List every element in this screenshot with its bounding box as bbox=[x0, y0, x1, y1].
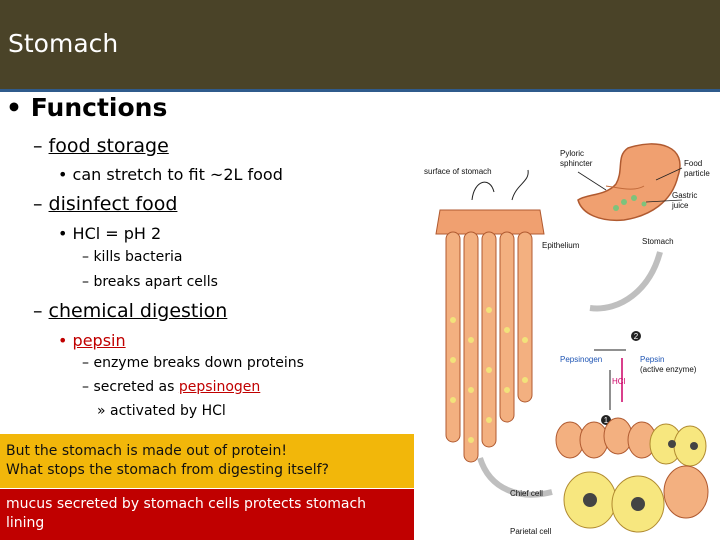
label-pyloric: Pyloric bbox=[560, 149, 585, 158]
breaks-cells-text: breaks apart cells bbox=[93, 274, 218, 290]
heading-text: Functions bbox=[30, 93, 168, 122]
kills-bacteria-item bbox=[82, 249, 182, 265]
dash: – bbox=[82, 249, 89, 265]
bullet: • bbox=[58, 165, 68, 184]
answer-box bbox=[0, 489, 414, 540]
bullet: • bbox=[6, 93, 22, 122]
title-bar bbox=[0, 0, 720, 92]
gland bbox=[518, 232, 532, 402]
food-storage-item bbox=[33, 135, 169, 157]
food-storage-detail-item bbox=[58, 165, 283, 184]
pepsinogen-text: pepsinogen bbox=[178, 379, 261, 395]
hcl-item bbox=[58, 224, 161, 243]
pepsin-item bbox=[58, 331, 126, 350]
label-particle: particle bbox=[684, 169, 710, 178]
cell-cluster bbox=[556, 418, 708, 532]
dash: – bbox=[82, 379, 89, 395]
arrow-bullet: » bbox=[97, 403, 106, 419]
label-chief-cell: Chief cell bbox=[510, 489, 543, 498]
stomach-lining-diagram bbox=[410, 140, 720, 540]
activated-text: activated by HCl bbox=[110, 403, 226, 419]
label-juice: juice bbox=[672, 201, 689, 210]
disinfect-item bbox=[33, 193, 177, 215]
slide-title: Stomach bbox=[8, 29, 119, 58]
secretion-arrow bbox=[512, 170, 528, 200]
food-storage-label: food storage bbox=[48, 135, 169, 157]
enzyme-item bbox=[82, 355, 304, 371]
secretion-arrow bbox=[472, 182, 494, 200]
label-stomach: Stomach bbox=[642, 237, 674, 246]
hcl-detail: HCl = pH 2 bbox=[72, 224, 162, 243]
answer-text: mucus secreted by stomach cells protects stomach lining bbox=[6, 496, 367, 531]
epithelium-surface bbox=[436, 210, 544, 234]
secreted-item bbox=[82, 379, 260, 395]
question-line-2: What stops the stomach from digesting itself? bbox=[6, 462, 329, 478]
gastric-glands bbox=[446, 232, 532, 462]
step1-number: 1 bbox=[603, 416, 609, 425]
label-food: Food bbox=[684, 159, 703, 168]
label-pepsinogen: Pepsinogen bbox=[560, 355, 603, 364]
dash: – bbox=[33, 135, 43, 157]
label-parietal-cell: Parietal cell bbox=[510, 527, 552, 536]
enzyme-text: enzyme breaks down proteins bbox=[93, 355, 304, 371]
question-line-1: But the stomach is made out of protein! bbox=[6, 443, 287, 459]
pepsin-text: pepsin bbox=[72, 331, 126, 350]
kills-bacteria-text: kills bacteria bbox=[93, 249, 183, 265]
label-active-enzyme: (active enzyme) bbox=[640, 365, 697, 374]
label-pepsin: Pepsin bbox=[640, 355, 665, 364]
food-storage-detail: can stretch to fit ~2L food bbox=[72, 165, 283, 184]
gland bbox=[446, 232, 460, 442]
disinfect-label: disinfect food bbox=[48, 193, 178, 215]
label-surface: surface of stomach bbox=[424, 167, 492, 176]
label-sphincter: sphincter bbox=[560, 159, 593, 168]
chemical-label: chemical digestion bbox=[48, 300, 228, 322]
label-epithelium: Epithelium bbox=[542, 241, 580, 250]
gastric-juice-dot bbox=[642, 202, 647, 207]
question-box bbox=[0, 434, 414, 488]
breaks-cells-item bbox=[82, 274, 218, 290]
secreted-prefix: secreted as bbox=[93, 379, 179, 395]
gastric-juice-dot bbox=[613, 205, 619, 211]
bullet: • bbox=[58, 331, 68, 350]
gastric-juice-dot bbox=[631, 195, 637, 201]
zoom-arrow bbox=[590, 252, 660, 308]
bullet: • bbox=[58, 224, 68, 243]
dash: – bbox=[82, 355, 89, 371]
label-gastric: Gastric bbox=[672, 191, 698, 200]
activated-item bbox=[97, 403, 226, 419]
gland bbox=[482, 232, 496, 447]
dash: – bbox=[33, 300, 43, 322]
label-hcl: HCl bbox=[612, 377, 626, 386]
chemical-item bbox=[33, 300, 227, 322]
pyloric-pointer bbox=[578, 172, 606, 190]
dash: – bbox=[33, 193, 43, 215]
dash: – bbox=[82, 274, 89, 290]
step2-number: 2 bbox=[633, 332, 639, 341]
gland bbox=[464, 232, 478, 462]
functions-heading bbox=[6, 93, 167, 122]
gastric-juice-dot bbox=[621, 199, 627, 205]
